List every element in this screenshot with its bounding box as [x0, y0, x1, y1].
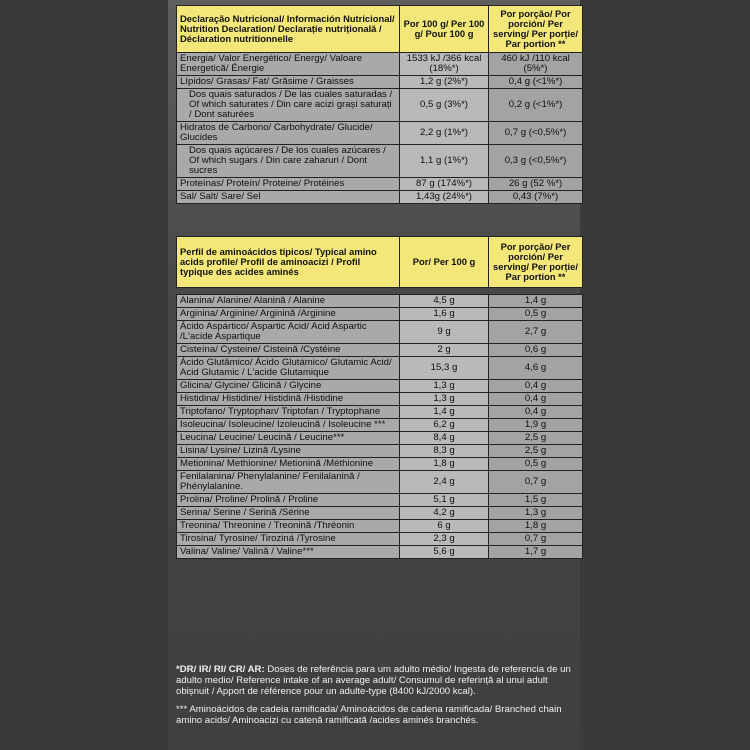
amino-per100-value: 2 g	[400, 344, 489, 357]
nutrition-per100-value: 87 g (174%*)	[400, 178, 489, 191]
amino-per-serving-value: 1,5 g	[489, 494, 583, 507]
nutrition-label-panel	[168, 0, 580, 750]
amino-per-serving-value: 2,5 g	[489, 432, 583, 445]
nutrition-per100-value: 1533 kJ /366 kcal (18%*)	[400, 53, 489, 76]
reference-intake-text: Doses de referência para um adulto médio/ Ingesta de referencia de un adulto medio/ Reference intake of an average adult/ Consumul de referință al unui adult obișnuit / Apport de référence pour un adulte-type (8400 kJ/2000 kcal).	[176, 664, 571, 697]
amino-per100-value: 1,3 g	[400, 380, 489, 393]
amino-row	[177, 533, 583, 546]
amino-row	[177, 357, 583, 380]
nutrition-row	[177, 53, 583, 76]
amino-per-serving-value: 0,7 g	[489, 533, 583, 546]
amino-per100-value: 2,4 g	[400, 471, 489, 494]
nutrition-per100-value: 1,43g (24%*)	[400, 191, 489, 204]
amino-per100-value: 6,2 g	[400, 419, 489, 432]
amino-label: Glicina/ Glycine/ Glicină / Glycine	[177, 380, 400, 393]
amino-row	[177, 520, 583, 533]
amino-per100-value: 15,3 g	[400, 357, 489, 380]
amino-row	[177, 471, 583, 494]
amino-per100-value: 2,3 g	[400, 533, 489, 546]
nutrition-header-label: Declaração Nutricional/ Información Nutricional/ Nutrition Declaration/ Declarație nutrițională / Déclaration nutritionnelle	[177, 6, 400, 53]
amino-label: Isoleucina/ Isoleucine/ Izoleucină / Isoleucine ***	[177, 419, 400, 432]
amino-row	[177, 445, 583, 458]
amino-header-row	[177, 237, 583, 288]
amino-row	[177, 308, 583, 321]
reference-intake-label: *DR/ IR/ RI/ CR/ AR:	[176, 664, 265, 675]
amino-per100-value: 1,8 g	[400, 458, 489, 471]
nutrition-row	[177, 145, 583, 178]
nutrition-label: Energia/ Valor Energético/ Energy/ Valoare Energetică/ Énergie	[177, 53, 400, 76]
amino-label: Tirosina/ Tyrosine/ Tiroziná /Tyrosine	[177, 533, 400, 546]
amino-label: Histidina/ Histidine/ Histidină /Histidine	[177, 393, 400, 406]
amino-header-label: Perfil de aminoácidos típicos/ Typical amino acids profile/ Profil de aminoacizi / Profil typique des acides aminés	[177, 237, 400, 288]
footnotes	[176, 664, 576, 733]
amino-row	[177, 321, 583, 344]
nutrition-row	[177, 76, 583, 89]
amino-label: Valina/ Valine/ Valină / Valine***	[177, 546, 400, 559]
amino-row	[177, 406, 583, 419]
amino-row	[177, 295, 583, 308]
amino-per-serving-value: 0,4 g	[489, 380, 583, 393]
nutrition-row	[177, 122, 583, 145]
amino-per100-value: 8,4 g	[400, 432, 489, 445]
nutrition-label: Sal/ Salt/ Sare/ Sel	[177, 191, 400, 204]
nutrition-per-serving-value: 0,3 g (<0,5%*)	[489, 145, 583, 178]
amino-per-serving-value: 1,7 g	[489, 546, 583, 559]
amino-per-serving-value: 0,4 g	[489, 393, 583, 406]
amino-header-per-serving: Por porção/ Per porción/ Per serving/ Per porție/ Par portion **	[489, 237, 583, 288]
amino-per-serving-value: 1,9 g	[489, 419, 583, 432]
amino-label: Leucina/ Leucine/ Leucină / Leucine***	[177, 432, 400, 445]
amino-per100-value: 5,1 g	[400, 494, 489, 507]
amino-header-per100: Por/ Per 100 g	[400, 237, 489, 288]
amino-label: Serina/ Serine / Serină /Sérine	[177, 507, 400, 520]
amino-label: Treonina/ Threonine / Treonină /Thréonin	[177, 520, 400, 533]
nutrition-row	[177, 89, 583, 122]
amino-row	[177, 380, 583, 393]
amino-label: Ácido Aspártico/ Aspartic Acid/ Acid Aspartic /L'acide Aspartique	[177, 321, 400, 344]
amino-row	[177, 494, 583, 507]
amino-label: Ácido Glutâmico/ Ácido Glutámico/ Glutamic Acid/ Acid Glutamic / L'acide Glutamique	[177, 357, 400, 380]
amino-row	[177, 507, 583, 520]
amino-label: Cisteína/ Cysteine/ Cisteină /Cystéine	[177, 344, 400, 357]
amino-row	[177, 393, 583, 406]
nutrition-header-row	[177, 6, 583, 53]
nutrition-label: Proteínas/ Proteín/ Proteine/ Protéines	[177, 178, 400, 191]
amino-label: Fenilalanina/ Phenylalanine/ Fenilalanină / Phénylalanine.	[177, 471, 400, 494]
amino-per100-value: 1,3 g	[400, 393, 489, 406]
amino-per-serving-value: 1,8 g	[489, 520, 583, 533]
amino-per-serving-value: 4,6 g	[489, 357, 583, 380]
nutrition-per-serving-value: 0,2 g (<1%*)	[489, 89, 583, 122]
nutrition-label: Dos quais açúcares / De los cuales azúcares / Of which sugars / Din care zaharuri / Dont sucres	[177, 145, 400, 178]
amino-per-serving-value: 0,7 g	[489, 471, 583, 494]
amino-label: Triptofano/ Tryptophan/ Triptofan / Tryptophane	[177, 406, 400, 419]
amino-header-spacer	[177, 288, 583, 295]
amino-per100-value: 1,4 g	[400, 406, 489, 419]
amino-row	[177, 458, 583, 471]
nutrition-per-serving-value: 0,43 (7%*)	[489, 191, 583, 204]
bcaa-note: *** Aminoácidos de cadeia ramificada/ Aminoácidos de cadena ramificada/ Branched chain amino acids/ Aminoacizi cu catenă ramificată /acides aminés branchés.	[176, 704, 562, 726]
nutrition-declaration-table	[176, 5, 583, 204]
amino-per100-value: 5,6 g	[400, 546, 489, 559]
amino-per100-value: 1,6 g	[400, 308, 489, 321]
amino-per-serving-value: 2,5 g	[489, 445, 583, 458]
nutrition-label: Hidratos de Carbono/ Carbohydrate/ Glucide/ Glucides	[177, 122, 400, 145]
amino-per100-value: 4,5 g	[400, 295, 489, 308]
nutrition-label: Lípidos/ Grasas/ Fat/ Grăsime / Graisses	[177, 76, 400, 89]
amino-row	[177, 432, 583, 445]
nutrition-header-per-serving: Por porção/ Por porción/ Per serving/ Per porție/ Par portion **	[489, 6, 583, 53]
amino-per100-value: 8,3 g	[400, 445, 489, 458]
amino-label: Lisina/ Lysine/ Lizină /Lysine	[177, 445, 400, 458]
nutrition-per-serving-value: 0,7 g (<0,5%*)	[489, 122, 583, 145]
nutrition-per-serving-value: 460 kJ /110 kcal (5%*)	[489, 53, 583, 76]
nutrition-header-per100: Por 100 g/ Per 100 g/ Pour 100 g	[400, 6, 489, 53]
amino-label: Alanina/ Alanine/ Alanină / Alanine	[177, 295, 400, 308]
amino-per100-value: 9 g	[400, 321, 489, 344]
amino-per-serving-value: 0,5 g	[489, 458, 583, 471]
reference-intake-note	[176, 664, 576, 697]
amino-per-serving-value: 0,4 g	[489, 406, 583, 419]
nutrition-row	[177, 178, 583, 191]
amino-label: Metionina/ Methionine/ Metionină /Méthionine	[177, 458, 400, 471]
nutrition-per100-value: 0,5 g (3%*)	[400, 89, 489, 122]
nutrition-per-serving-value: 26 g (52 %*)	[489, 178, 583, 191]
nutrition-per100-value: 1,1 g (1%*)	[400, 145, 489, 178]
amino-per100-value: 6 g	[400, 520, 489, 533]
amino-per-serving-value: 1,3 g	[489, 507, 583, 520]
nutrition-per-serving-value: 0,4 g (<1%*)	[489, 76, 583, 89]
amino-label: Arginina/ Arginine/ Arginină /Arginine	[177, 308, 400, 321]
amino-per100-value: 4,2 g	[400, 507, 489, 520]
amino-acid-profile-table	[176, 236, 583, 559]
nutrition-per100-value: 2,2 g (1%*)	[400, 122, 489, 145]
nutrition-per100-value: 1,2 g (2%*)	[400, 76, 489, 89]
amino-row	[177, 344, 583, 357]
amino-per-serving-value: 2,7 g	[489, 321, 583, 344]
amino-per-serving-value: 0,5 g	[489, 308, 583, 321]
amino-per-serving-value: 1,4 g	[489, 295, 583, 308]
amino-row	[177, 419, 583, 432]
amino-label: Prolina/ Proline/ Prolină / Proline	[177, 494, 400, 507]
nutrition-row	[177, 191, 583, 204]
amino-row	[177, 546, 583, 559]
nutrition-label: Dos quais saturados / De las cuales saturadas / Of which saturates / Din care acizi grași saturați / Dont saturées	[177, 89, 400, 122]
amino-per-serving-value: 0,6 g	[489, 344, 583, 357]
